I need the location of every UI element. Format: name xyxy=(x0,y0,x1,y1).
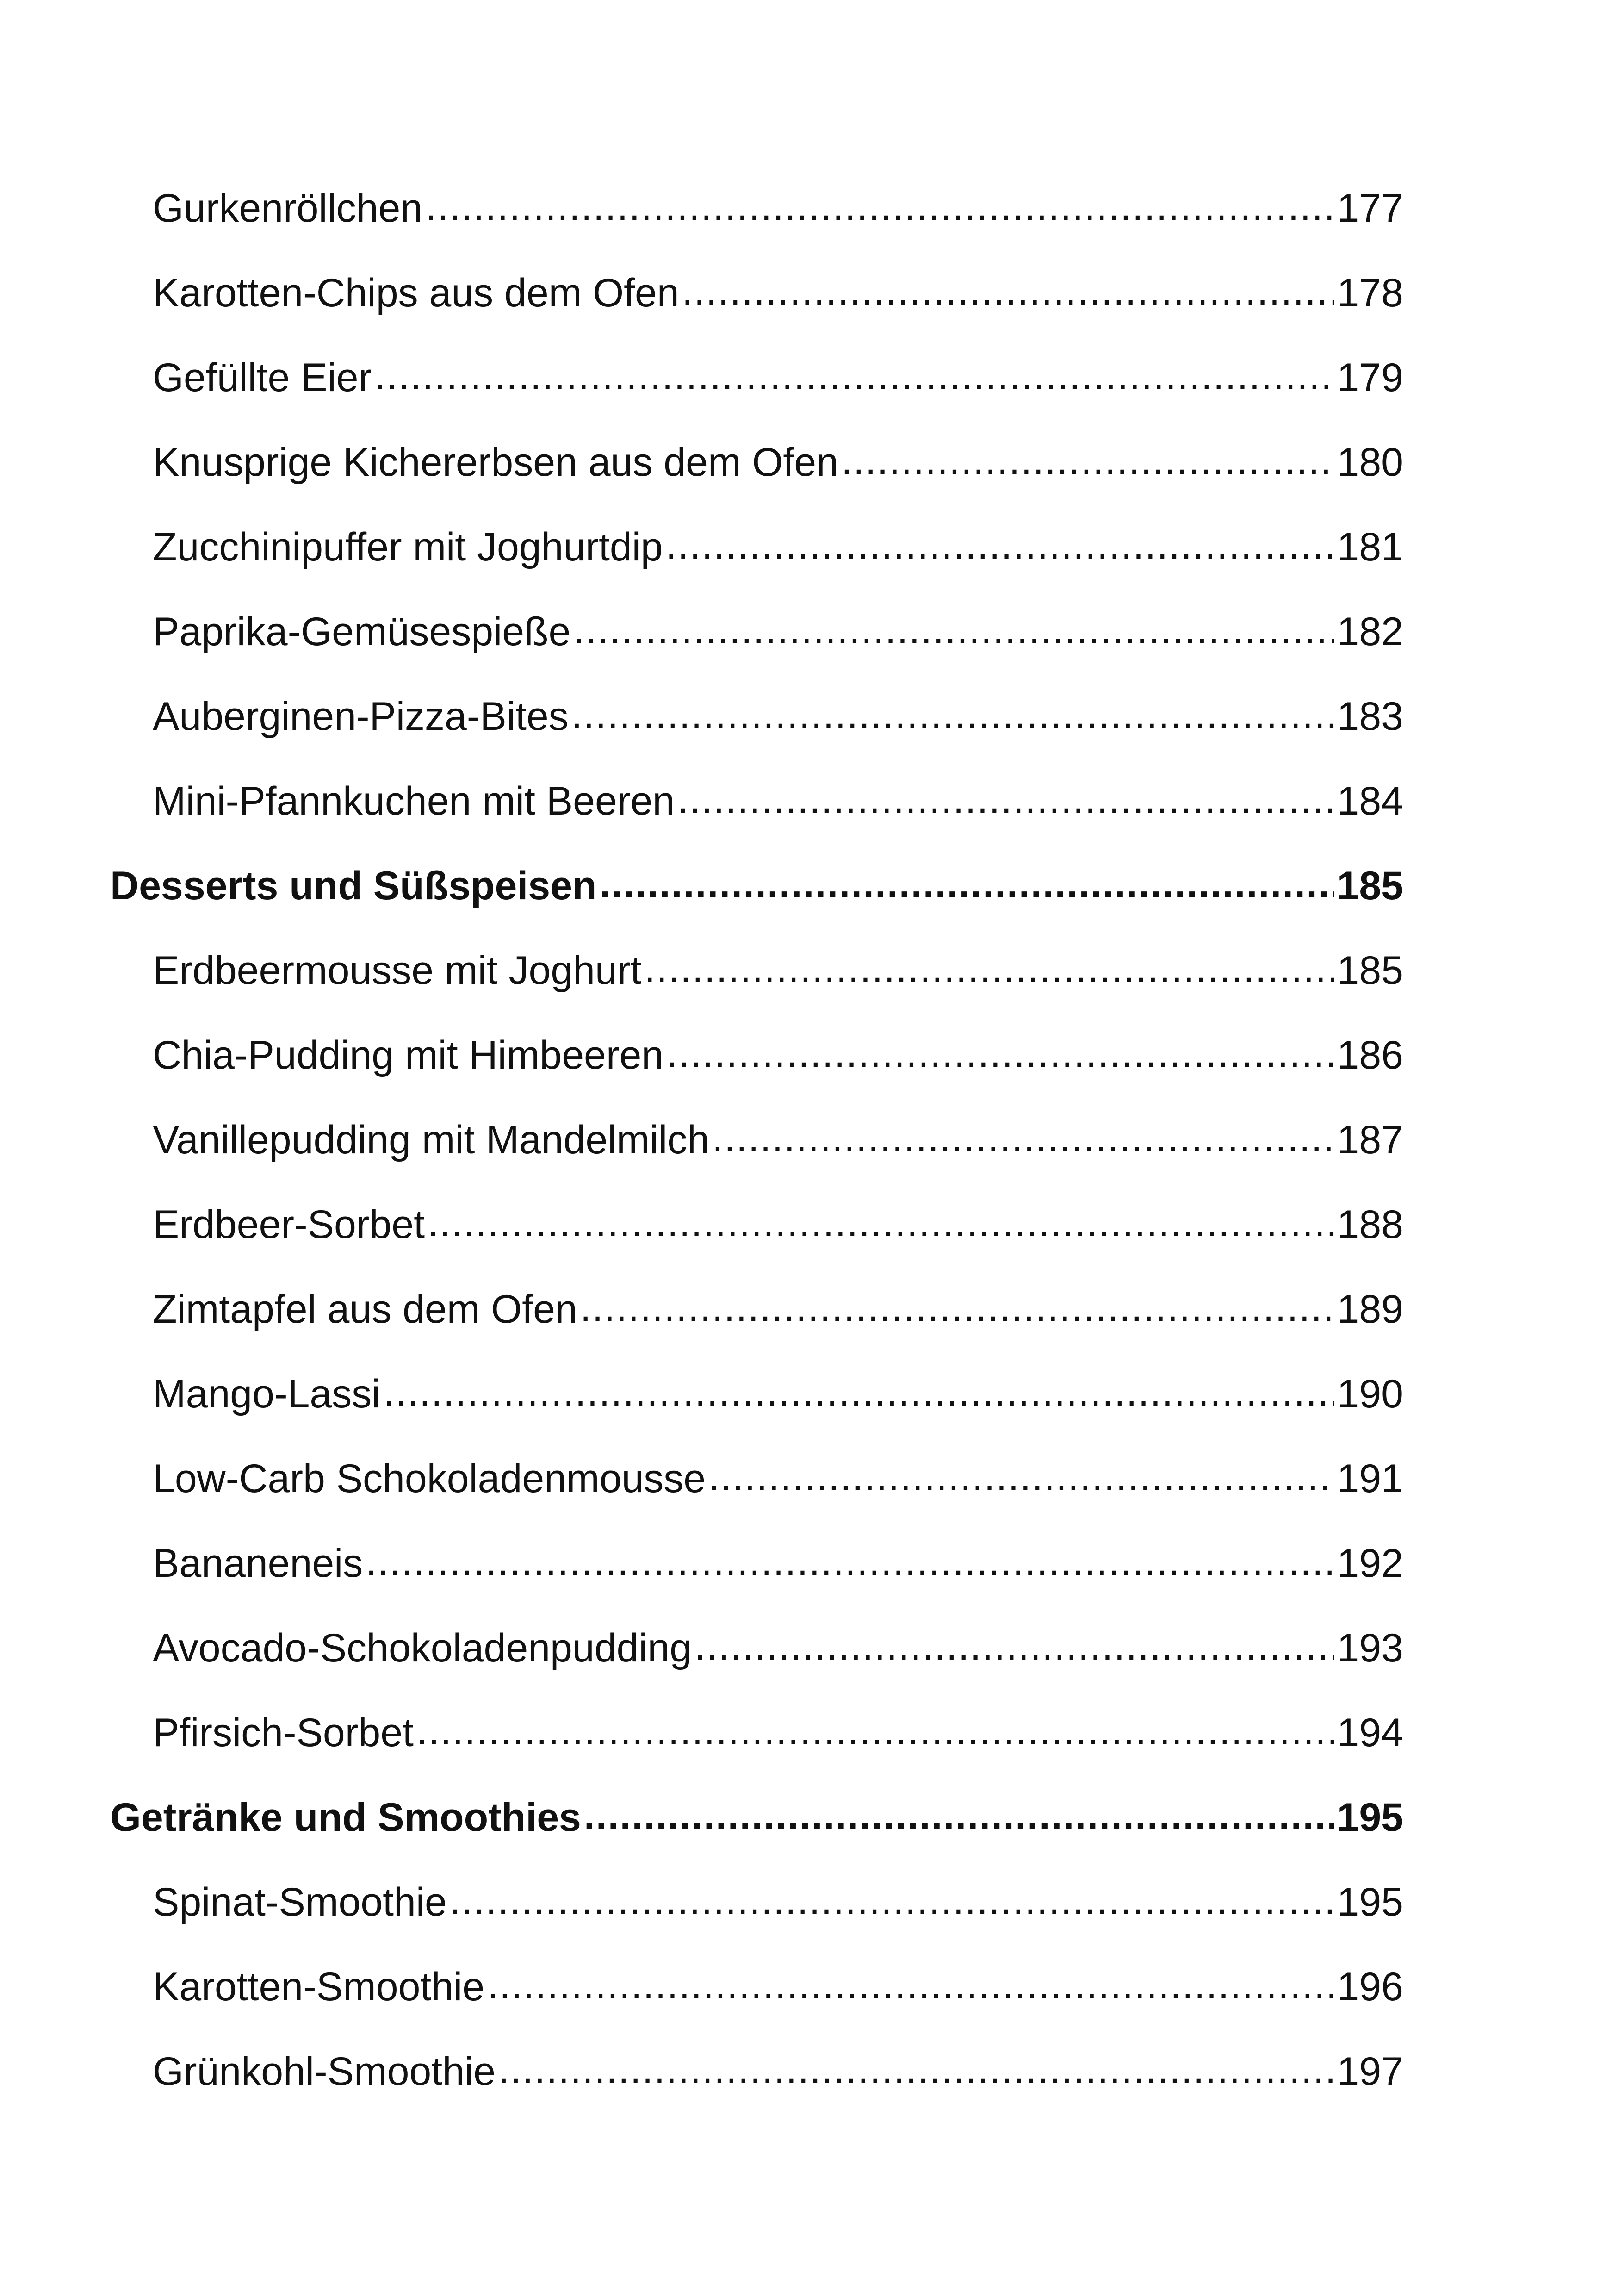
toc-entry-page: 178 xyxy=(1337,270,1403,315)
toc-entry[interactable] xyxy=(110,1436,1403,1521)
toc-entry-title: Zucchinipuffer mit Joghurtdip xyxy=(153,524,663,569)
toc-entry[interactable] xyxy=(110,1097,1403,1182)
toc-entry-page: 194 xyxy=(1337,1710,1403,1755)
dot-leader xyxy=(383,1374,1334,1414)
toc-entry-title: Paprika-Gemüsespieße xyxy=(153,609,571,654)
toc-entry-page: 184 xyxy=(1337,778,1403,823)
dot-leader xyxy=(708,1459,1334,1499)
toc-entry-title: Vanillepudding mit Mandelmilch xyxy=(153,1117,710,1162)
dot-leader xyxy=(374,358,1334,398)
toc-entry-page: 187 xyxy=(1337,1117,1403,1162)
toc-entry[interactable] xyxy=(110,674,1403,759)
toc-entry[interactable] xyxy=(110,1521,1403,1605)
toc-entry-page: 186 xyxy=(1337,1033,1403,1077)
toc-entry[interactable] xyxy=(110,1013,1403,1097)
toc-entry[interactable] xyxy=(110,1605,1403,1690)
toc-entry-page: 197 xyxy=(1337,2049,1403,2094)
toc-entry-title: Pfirsich-Sorbet xyxy=(153,1710,414,1755)
toc-entry-title: Erdbeermousse mit Joghurt xyxy=(153,948,642,993)
toc-entry[interactable] xyxy=(110,1860,1403,1944)
dot-leader xyxy=(425,188,1334,228)
dot-leader xyxy=(666,1035,1334,1075)
dot-leader xyxy=(584,1798,1334,1837)
toc-section-page: 195 xyxy=(1337,1795,1403,1840)
toc-section-title: Getränke und Smoothies xyxy=(110,1795,581,1840)
toc-entry-title: Knusprige Kichererbsen aus dem Ofen xyxy=(153,440,838,485)
toc-entry-page: 179 xyxy=(1337,355,1403,400)
toc-entry-title: Gefüllte Eier xyxy=(153,355,372,400)
dot-leader xyxy=(677,781,1334,821)
toc-entry-page: 195 xyxy=(1337,1879,1403,1924)
toc-entry[interactable] xyxy=(110,250,1403,335)
toc-entry[interactable] xyxy=(110,166,1403,250)
dot-leader xyxy=(712,1120,1334,1160)
dot-leader xyxy=(487,1967,1334,2007)
toc-entry-page: 180 xyxy=(1337,440,1403,485)
toc-entry[interactable] xyxy=(110,504,1403,589)
toc-entry-title: Erdbeer-Sorbet xyxy=(153,1202,425,1247)
dot-leader xyxy=(666,527,1334,567)
toc-entry[interactable] xyxy=(110,589,1403,674)
table-of-contents xyxy=(110,166,1403,2114)
toc-entry-title: Zimtapfel aus dem Ofen xyxy=(153,1287,577,1332)
dot-leader xyxy=(571,697,1334,736)
toc-entry-title: Chia-Pudding mit Himbeeren xyxy=(153,1033,664,1077)
toc-entry-page: 193 xyxy=(1337,1625,1403,1670)
toc-section-page: 185 xyxy=(1337,863,1403,908)
toc-entry[interactable] xyxy=(110,1351,1403,1436)
toc-entry-title: Karotten-Smoothie xyxy=(153,1964,485,2009)
toc-entry-title: Karotten-Chips aus dem Ofen xyxy=(153,270,679,315)
dot-leader xyxy=(416,1713,1334,1753)
dot-leader xyxy=(644,951,1334,990)
dot-leader xyxy=(694,1628,1334,1668)
dot-leader xyxy=(580,1289,1334,1329)
dot-leader xyxy=(599,866,1334,906)
toc-entry-title: Spinat-Smoothie xyxy=(153,1879,447,1924)
dot-leader xyxy=(573,612,1334,652)
toc-entry-title: Avocado-Schokoladenpudding xyxy=(153,1625,692,1670)
dot-leader xyxy=(682,273,1334,313)
toc-entry-page: 177 xyxy=(1337,186,1403,230)
toc-entry-title: Low-Carb Schokoladenmousse xyxy=(153,1456,706,1501)
toc-entry[interactable] xyxy=(110,335,1403,420)
toc-entry-title: Mini-Pfannkuchen mit Beeren xyxy=(153,778,675,823)
toc-entry[interactable] xyxy=(110,420,1403,504)
toc-entry-page: 190 xyxy=(1337,1371,1403,1416)
toc-entry[interactable] xyxy=(110,1944,1403,2029)
toc-entry-title: Bananeneis xyxy=(153,1541,363,1586)
toc-entry[interactable] xyxy=(110,759,1403,843)
toc-entry-page: 191 xyxy=(1337,1456,1403,1501)
toc-entry-title: Auberginen-Pizza-Bites xyxy=(153,694,569,739)
toc-entry[interactable] xyxy=(110,1267,1403,1351)
toc-entry[interactable] xyxy=(110,1690,1403,1775)
toc-entry-page: 181 xyxy=(1337,524,1403,569)
dot-leader xyxy=(366,1543,1334,1583)
toc-entry-title: Grünkohl-Smoothie xyxy=(153,2049,496,2094)
toc-section-heading[interactable] xyxy=(110,1775,1403,1860)
toc-section-heading[interactable] xyxy=(110,843,1403,928)
toc-entry-page: 183 xyxy=(1337,694,1403,739)
dot-leader xyxy=(498,2052,1334,2091)
toc-entry[interactable] xyxy=(110,2029,1403,2114)
toc-entry-page: 192 xyxy=(1337,1541,1403,1586)
toc-entry-title: Gurkenröllchen xyxy=(153,186,423,230)
toc-entry-page: 196 xyxy=(1337,1964,1403,2009)
toc-entry[interactable] xyxy=(110,928,1403,1013)
dot-leader xyxy=(841,442,1334,482)
toc-entry[interactable] xyxy=(110,1182,1403,1267)
toc-entry-title: Mango-Lassi xyxy=(153,1371,381,1416)
toc-entry-page: 189 xyxy=(1337,1287,1403,1332)
toc-entry-page: 182 xyxy=(1337,609,1403,654)
dot-leader xyxy=(450,1882,1334,1922)
toc-entry-page: 185 xyxy=(1337,948,1403,993)
toc-section-title: Desserts und Süßspeisen xyxy=(110,863,597,908)
dot-leader xyxy=(428,1205,1334,1244)
toc-entry-page: 188 xyxy=(1337,1202,1403,1247)
